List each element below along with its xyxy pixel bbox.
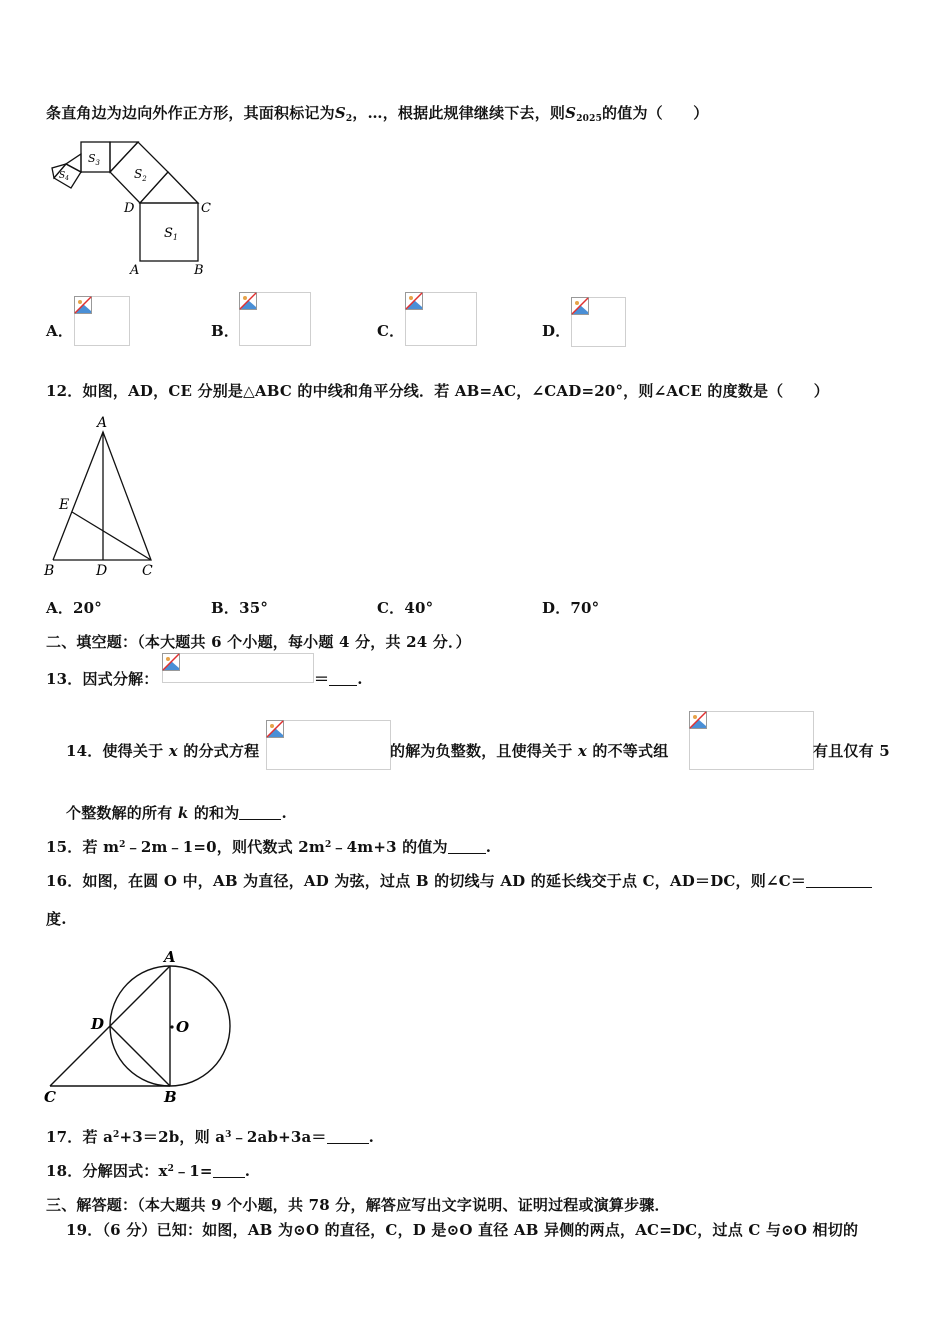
label-a: A xyxy=(97,415,108,431)
q14-line1a xyxy=(66,740,259,761)
q17-c: ﹣2ab+3a＝ xyxy=(231,1128,327,1146)
q18-b: ﹣1= xyxy=(174,1162,213,1180)
chord-ad xyxy=(110,966,170,1026)
q12-option-a[interactable]: A．20° xyxy=(46,599,103,617)
q14-x1: x xyxy=(168,742,178,760)
q13-end: . xyxy=(357,670,363,688)
q14-line2 xyxy=(66,802,287,823)
q15-b: ﹣2m﹣1=0，则代数式 2m xyxy=(125,838,325,856)
q13 xyxy=(46,668,158,689)
q11-s2-sub: 2 xyxy=(345,114,353,124)
q16-line2: 度. xyxy=(46,910,67,928)
q15-sup2: 2 xyxy=(324,840,332,850)
q14-line1c: 有且仅有 5 xyxy=(813,742,890,760)
q12-option-b[interactable]: B．35° xyxy=(211,599,269,617)
q11-s2: S xyxy=(334,104,346,122)
q11-s2025-sub: 2025 xyxy=(576,114,603,124)
section3-heading: 三、解答题：（本大题共 9 个小题，共 78 分，解答应写出文字说明、证明过程或演算步骤． xyxy=(46,1196,670,1214)
q16-figure xyxy=(40,944,240,1106)
q13-expression-image xyxy=(162,653,314,683)
q14-k: k xyxy=(177,804,189,822)
q18-sup1: 2 xyxy=(167,1164,175,1174)
q11-s2025: S xyxy=(565,104,577,122)
extension-dc xyxy=(50,1026,110,1086)
broken-image-icon xyxy=(405,292,423,310)
q14-part1: 14．使得关于 xyxy=(66,742,169,760)
q14-part2: 的分式方程 xyxy=(177,742,260,760)
q11-option-c-image xyxy=(405,292,477,346)
q11-option-a[interactable]: A． xyxy=(46,322,74,340)
q16-line1 xyxy=(46,870,872,891)
q14-part4: 的不等式组 xyxy=(586,742,669,760)
label-c: C xyxy=(142,563,153,579)
label-b: B xyxy=(164,1088,177,1106)
broken-image-icon xyxy=(266,720,284,738)
label-s1: $S_1$ xyxy=(164,226,178,242)
triangle-1 xyxy=(140,172,198,203)
center-dot xyxy=(170,1025,173,1028)
q19-stem: 19．（6 分）已知：如图，AB 为⊙O 的直径，C，D 是⊙O 直径 AB 异侧的两点，AC=DC，过点 C 与⊙O 相切的 xyxy=(66,1221,859,1239)
label-b: B xyxy=(44,563,55,579)
label-c: C xyxy=(201,201,211,216)
q11-figure xyxy=(44,134,220,280)
q18-blank[interactable] xyxy=(213,1164,245,1178)
label-s2: $S_2$ xyxy=(134,167,147,183)
q13-prefix: 13．因式分解： xyxy=(46,670,159,688)
q11-option-d-image xyxy=(571,297,626,347)
broken-image-icon xyxy=(571,297,589,315)
q15-end: . xyxy=(485,838,492,856)
q14-inequality-image xyxy=(689,711,814,770)
q15-c: ﹣4m+3 的值为 xyxy=(331,838,448,856)
q16-text: 16．如图，在圆 O 中，AB 为直径，AD 为弦，过点 B 的切线与 AD 的延长线交于点 C，AD＝DC，则∠C＝ xyxy=(46,872,807,890)
broken-image-icon xyxy=(239,292,257,310)
segment-db xyxy=(110,1026,170,1086)
q11-suffix: 的值为（ ） xyxy=(602,104,709,122)
q16-blank[interactable] xyxy=(806,874,872,888)
label-b: B xyxy=(194,263,204,278)
q17-b: +3＝2b，则 a xyxy=(119,1128,226,1146)
triangle-3 xyxy=(66,154,81,172)
q11-option-b-image xyxy=(239,292,311,346)
label-a: A xyxy=(164,948,176,966)
q15-a: 15．若 m xyxy=(46,838,120,856)
q17-blank[interactable] xyxy=(327,1130,369,1144)
q17-sup2: 3 xyxy=(225,1130,232,1140)
bisector-ce xyxy=(72,512,151,560)
q11-stem-text: 条直角边为边向外作正方形，其面积标记为 xyxy=(46,104,335,122)
q11-option-b[interactable]: B． xyxy=(211,322,240,340)
q18 xyxy=(46,1160,250,1181)
q14-end: . xyxy=(281,804,287,822)
q11-mid: ，…，根据此规律继续下去，则 xyxy=(352,104,566,122)
label-s4: $S_4$ xyxy=(59,171,69,182)
label-c: C xyxy=(44,1088,56,1106)
q17-sup1: 2 xyxy=(113,1130,120,1140)
q15 xyxy=(46,836,491,857)
q17 xyxy=(46,1126,374,1147)
q14-equation-image xyxy=(266,720,391,770)
q11-stem xyxy=(46,102,708,124)
label-s3: $S_3$ xyxy=(88,152,101,167)
q11-option-c[interactable]: C． xyxy=(377,322,405,340)
label-e: E xyxy=(59,497,70,513)
q14-blank[interactable] xyxy=(239,806,281,820)
q14-x2: x xyxy=(577,742,587,760)
label-o: O xyxy=(176,1018,190,1036)
q17-a: 17．若 a xyxy=(46,1128,114,1146)
broken-image-icon xyxy=(689,711,707,729)
section2-heading: 二、填空题：（本大题共 6 个小题，每小题 4 分，共 24 分．） xyxy=(46,633,471,651)
label-d: D xyxy=(91,1015,105,1033)
q13-blank[interactable] xyxy=(329,672,357,686)
q11-option-a-image xyxy=(74,296,130,346)
broken-image-icon xyxy=(162,653,180,671)
broken-image-icon xyxy=(74,296,92,314)
q13-answer xyxy=(314,668,363,689)
label-d: D xyxy=(96,563,108,579)
label-d: D xyxy=(124,201,135,216)
label-a: A xyxy=(130,263,140,278)
q12-figure xyxy=(40,412,166,580)
q18-end: . xyxy=(244,1162,251,1180)
q13-equals: ＝ xyxy=(314,670,330,688)
q15-sup1: 2 xyxy=(119,840,126,850)
q14-part3: 的解为负整数，且使得关于 xyxy=(390,742,578,760)
q12-option-c[interactable]: C．40° xyxy=(377,599,434,617)
q11-option-d[interactable]: D． xyxy=(542,322,571,340)
q17-end: . xyxy=(368,1128,375,1146)
q12-option-d[interactable]: D．70° xyxy=(542,599,600,617)
q18-a: 18．分解因式：x xyxy=(46,1162,168,1180)
q14-line1b xyxy=(390,740,668,761)
q14-line2a: 个整数解的所有 xyxy=(66,804,178,822)
q15-blank[interactable] xyxy=(448,840,486,854)
q14-line2b: 的和为 xyxy=(188,804,240,822)
q12-stem: 12．如图，AD，CE 分别是△ABC 的中线和角平分线．若 AB=AC，∠CAD=20°，则∠ACE 的度数是（ ） xyxy=(46,382,829,400)
